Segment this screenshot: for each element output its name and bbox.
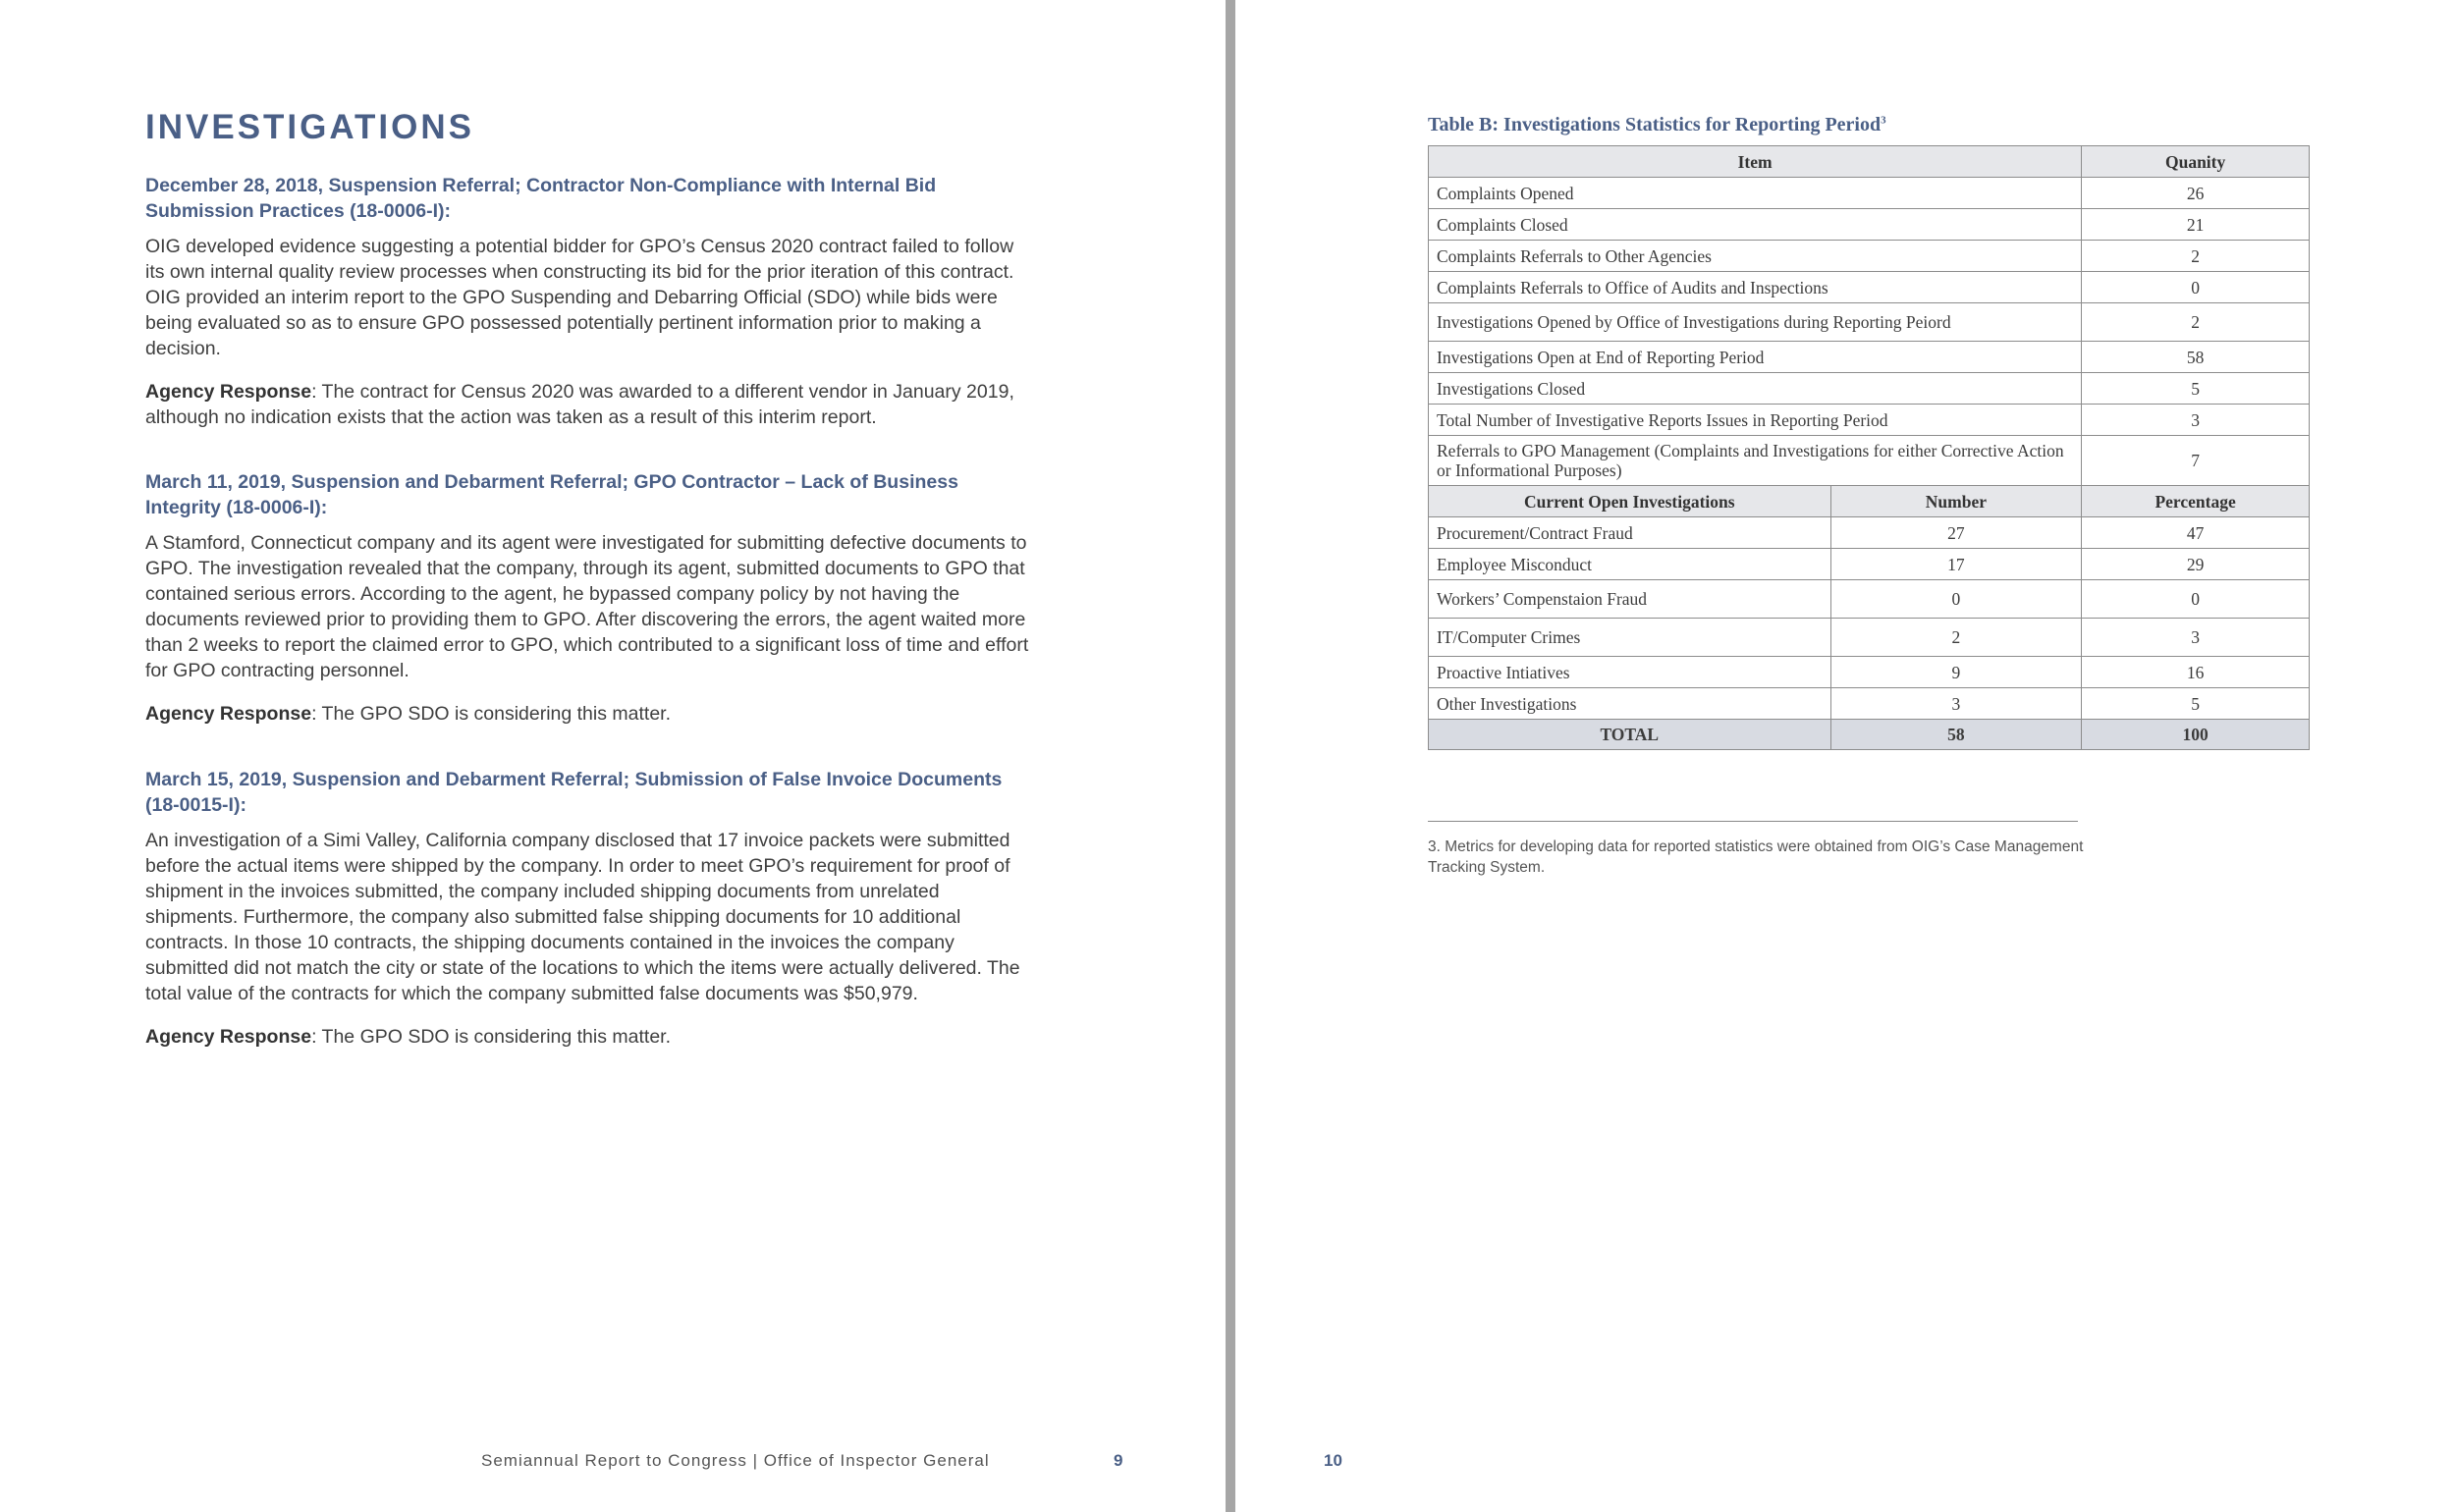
open-category: Workers’ Compenstaion Fraud	[1429, 580, 1831, 619]
total-label: TOTAL	[1429, 720, 1831, 750]
footnote-divider	[1428, 821, 2078, 822]
table-row	[1429, 405, 2310, 436]
row-item: Complaints Opened	[1429, 178, 2082, 209]
row-quantity: 2	[2082, 241, 2310, 272]
table-caption	[1428, 114, 1886, 136]
row-quantity: 5	[2082, 373, 2310, 405]
agency-response-text: : The contract for Census 2020 was awarded to a different vendor in January 2019, although no indication exists that the action was taken as a result of this interim report.	[145, 381, 1014, 428]
table-row	[1429, 303, 2310, 342]
table-row	[1429, 688, 2310, 720]
table-row	[1429, 209, 2310, 241]
table-row	[1429, 342, 2310, 373]
table-row	[1429, 517, 2310, 549]
agency-response	[145, 379, 1029, 430]
open-number: 2	[1830, 619, 2082, 657]
open-number: 3	[1830, 688, 2082, 720]
case-article	[145, 173, 1029, 430]
right-page	[1235, 0, 2455, 1512]
page-number: 9	[1114, 1451, 1123, 1470]
row-quantity: 58	[2082, 342, 2310, 373]
open-percentage: 16	[2082, 657, 2310, 688]
total-row	[1429, 720, 2310, 750]
total-percentage: 100	[2082, 720, 2310, 750]
open-number: 17	[1830, 549, 2082, 580]
row-item: Complaints Referrals to Other Agencies	[1429, 241, 2082, 272]
page-footer: Semiannual Report to Congress | Office of Inspector General	[481, 1451, 990, 1470]
case-article	[145, 469, 1029, 727]
section-title: INVESTIGATIONS	[145, 108, 474, 146]
table-row	[1429, 549, 2310, 580]
header-quantity: Quanity	[2082, 146, 2310, 178]
case-article	[145, 767, 1029, 1050]
open-percentage: 47	[2082, 517, 2310, 549]
open-percentage: 29	[2082, 549, 2310, 580]
open-percentage: 3	[2082, 619, 2310, 657]
table-caption-text: Table B: Investigations Statistics for Reporting Period	[1428, 114, 1882, 135]
row-item: Investigations Closed	[1429, 373, 2082, 405]
table-row	[1429, 241, 2310, 272]
open-category: Procurement/Contract Fraud	[1429, 517, 1831, 549]
table-header-row	[1429, 146, 2310, 178]
header-item: Item	[1429, 146, 2082, 178]
row-quantity: 21	[2082, 209, 2310, 241]
table-row	[1429, 657, 2310, 688]
header-number: Number	[1830, 486, 2082, 517]
table-row	[1429, 373, 2310, 405]
case-heading: December 28, 2018, Suspension Referral; Contractor Non-Compliance with Internal Bid Submission Practices (18-0006-I):	[145, 175, 937, 222]
agency-response	[145, 701, 1029, 727]
page-divider	[1226, 0, 1235, 1512]
case-heading: March 15, 2019, Suspension and Debarment Referral; Submission of False Invoice Documents (18-0015-I):	[145, 769, 1003, 816]
open-category: Employee Misconduct	[1429, 549, 1831, 580]
agency-response	[145, 1024, 1029, 1050]
open-category: IT/Computer Crimes	[1429, 619, 1831, 657]
table-row	[1429, 178, 2310, 209]
agency-response-label: Agency Response	[145, 703, 312, 725]
row-item: Complaints Closed	[1429, 209, 2082, 241]
row-item: Referrals to GPO Management (Complaints and Investigations for either Corrective Action or Informational Purposes)	[1429, 436, 2082, 486]
agency-response-text: : The GPO SDO is considering this matter.	[311, 703, 672, 725]
open-category: Other Investigations	[1429, 688, 1831, 720]
row-quantity: 7	[2082, 436, 2310, 486]
row-quantity: 3	[2082, 405, 2310, 436]
header-percentage: Percentage	[2082, 486, 2310, 517]
agency-response-text: : The GPO SDO is considering this matter.	[311, 1026, 672, 1048]
open-number: 27	[1830, 517, 2082, 549]
case-body: OIG developed evidence suggesting a potential bidder for GPO’s Census 2020 contract failed to follow its own internal quality review processes when constructing its bid for the prior iteration of this contract. OIG provided an interim report to the GPO Suspending and Debarring Official (SDO) while bids were being evaluated so as to ensure GPO possessed potentially pertinent information prior to making a decision.	[145, 236, 1014, 359]
left-page	[0, 0, 1226, 1512]
agency-response-label: Agency Response	[145, 1026, 312, 1048]
header-open-category: Current Open Investigations	[1429, 486, 1831, 517]
footnote: 3. Metrics for developing data for reported statistics were obtained from OIG’s Case Management Tracking System.	[1428, 838, 2084, 876]
investigations-statistics-table	[1428, 145, 2310, 750]
table-row	[1429, 436, 2310, 486]
row-item: Investigations Open at End of Reporting Period	[1429, 342, 2082, 373]
open-number: 9	[1830, 657, 2082, 688]
open-number: 0	[1830, 580, 2082, 619]
table-row	[1429, 272, 2310, 303]
total-number: 58	[1830, 720, 2082, 750]
open-investigations-header-row	[1429, 486, 2310, 517]
table-row	[1429, 619, 2310, 657]
case-heading: March 11, 2019, Suspension and Debarment Referral; GPO Contractor – Lack of Business Integrity (18-0006-I):	[145, 471, 958, 518]
open-percentage: 5	[2082, 688, 2310, 720]
row-quantity: 2	[2082, 303, 2310, 342]
row-item: Investigations Opened by Office of Investigations during Reporting Peiord	[1429, 303, 2082, 342]
footnote-marker: 3	[1881, 114, 1886, 127]
row-quantity: 26	[2082, 178, 2310, 209]
case-body: An investigation of a Simi Valley, California company disclosed that 17 invoice packets were submitted before the actual items were shipped by the company. In order to meet GPO’s requirement for proof of shipment in the invoices submitted, the company included shipping documents from unrelated shipments. Furthermore, the company also submitted false shipping documents for 10 additional contracts. In those 10 contracts, the shipping documents contained in the invoices the company submitted did not match the city or state of the locations to which the items were actually delivered. The total value of the contracts for which the company submitted false documents was $50,979.	[145, 830, 1020, 1004]
page-number: 10	[1324, 1451, 1342, 1470]
agency-response-label: Agency Response	[145, 381, 312, 403]
table-row	[1429, 580, 2310, 619]
row-item: Complaints Referrals to Office of Audits and Inspections	[1429, 272, 2082, 303]
row-quantity: 0	[2082, 272, 2310, 303]
case-body: A Stamford, Connecticut company and its agent were investigated for submitting defective documents to GPO. The investigation revealed that the company, through its agent, submitted documents to GPO that contained serious errors. According to the agent, he bypassed company policy by not having the documents reviewed prior to providing them to GPO. After discovering the errors, the agent waited more than 2 weeks to report the claimed error to GPO, which contributed to a significant loss of time and effort for GPO contracting personnel.	[145, 532, 1029, 681]
row-item: Total Number of Investigative Reports Issues in Reporting Period	[1429, 405, 2082, 436]
open-category: Proactive Intiatives	[1429, 657, 1831, 688]
open-percentage: 0	[2082, 580, 2310, 619]
